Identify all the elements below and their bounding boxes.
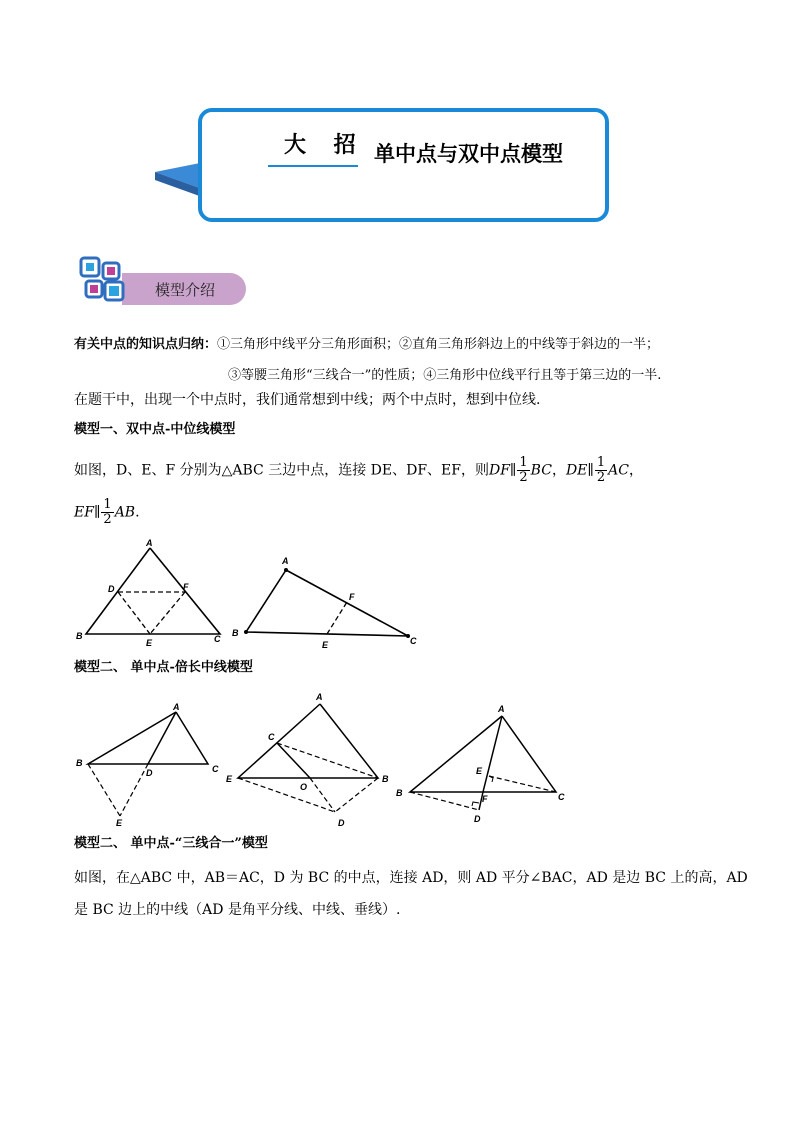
eq-end: . [135, 504, 140, 521]
figure-4 [238, 704, 378, 812]
eq3-lhs: EF [74, 504, 94, 521]
fig2-label-e: E [322, 640, 329, 650]
eq3-rhs: AB [114, 504, 136, 521]
model1-heading: 模型一、双中点-中位线模型 [74, 422, 236, 437]
eq3-symbol: ∥ [93, 504, 101, 521]
fig1-label-c: C [214, 634, 221, 644]
figure-2 [246, 570, 408, 636]
fig5-label-a: A [498, 704, 505, 714]
model1-sentence-2 [74, 498, 140, 527]
fig2-label-b: B [232, 628, 239, 638]
eq1-rhs: BC [530, 462, 552, 479]
eq1-lhs: DF [488, 462, 510, 479]
eq-separator: ， [628, 462, 643, 479]
fig1-label-f: F [183, 582, 189, 592]
figure-1 [86, 548, 220, 634]
section-tag-label: 模型介绍 [155, 281, 216, 299]
fig3-label-c: C [212, 764, 219, 774]
fig3-label-b: B [76, 758, 83, 768]
fig1-label-a: A [146, 538, 153, 548]
fig2-label-f: F [349, 592, 355, 602]
fig1-label-b: B [76, 631, 83, 641]
model1-sentence-1 [74, 456, 643, 485]
intro-line1-rest: ①三角形中线平分三角形面积；②直角三角形斜边上的中线等于斜边的一半； [217, 337, 660, 352]
fig5-label-f: F [482, 794, 488, 804]
fig3-label-a: A [173, 702, 180, 712]
model3-line-2: 是 BC 边上的中线（AD 是角平分线、中线、垂线）. [74, 902, 401, 918]
eq-separator: ， [551, 462, 566, 479]
fig2-label-a: A [282, 556, 289, 566]
eq1-fraction: $\frac{1}{2}$ [519, 455, 528, 485]
fig4-label-c: C [268, 732, 275, 742]
fig5-label-e: E [476, 766, 483, 776]
fig4-label-o: O [300, 782, 308, 792]
fig4-label-b: B [382, 774, 389, 784]
model3-heading: 模型二、 单中点-“三线合一”模型 [74, 836, 268, 851]
eq1-symbol: ∥ [509, 462, 517, 479]
banner-title: 单中点与双中点模型 [374, 141, 563, 166]
intro-line-2: ③等腰三角形“三线合一”的性质；④三角形中位线平行且等于第三边的一半. [228, 368, 662, 383]
banner-underline [268, 165, 358, 167]
fig4-label-d: D [338, 818, 345, 828]
fig4-label-e: E [226, 774, 233, 784]
fig1-label-e: E [146, 638, 153, 648]
eq2-fraction: $\frac{1}{2}$ [596, 455, 606, 485]
fig3-label-d: D [146, 768, 153, 778]
intro-lead: 有关中点的知识点归纳： [74, 337, 218, 352]
banner-label: 大 招 [284, 132, 366, 158]
intro-line-3: 在题干中，出现一个中点时，我们通常想到中线；两个中点时，想到中位线. [74, 392, 541, 408]
figure-3 [88, 712, 208, 816]
fig5-label-b: B [396, 788, 403, 798]
model2-heading: 模型二、 单中点-倍长中线模型 [74, 660, 253, 675]
fig4-label-a: A [316, 692, 323, 702]
eq2-rhs: AC [608, 462, 629, 479]
fig1-label-d: D [108, 584, 115, 594]
eq2-symbol: ∥ [587, 462, 594, 479]
model2-figures [70, 688, 580, 828]
fig2-label-c: C [410, 636, 417, 646]
squares-icon [78, 255, 128, 305]
fig3-label-e: E [116, 818, 123, 828]
model3-line-1: 如图，在△ABC 中，AB＝AC，D 为 BC 的中点，连接 AD，则 AD 平分∠BAC，AD 是边 BC 上的高，AD [74, 870, 748, 886]
model1-text: 如图，D、E、F 分别为△ABC 三边中点，连接 DE、DF、EF，则 [74, 462, 489, 479]
fig5-label-d: D [474, 814, 481, 824]
eq2-lhs: DE [565, 462, 588, 479]
intro-line-1 [74, 335, 659, 355]
fig5-label-c: C [558, 792, 565, 802]
eq3-fraction: $\frac{1}{2}$ [103, 497, 112, 527]
model1-figures [70, 538, 430, 653]
